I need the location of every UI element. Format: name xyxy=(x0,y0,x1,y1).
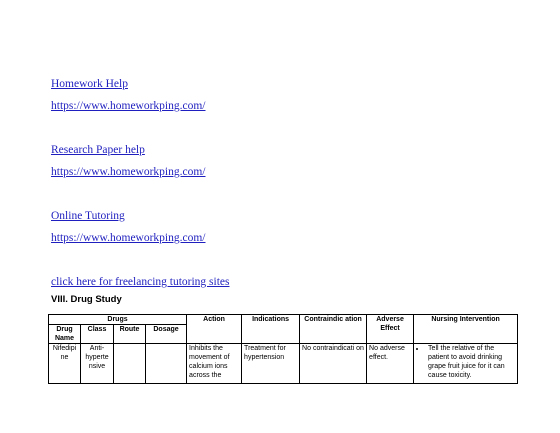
route-header: Route xyxy=(114,325,146,344)
nursing-intervention-cell xyxy=(414,344,518,384)
nursing-intervention-list xyxy=(416,344,515,380)
dosage-header: Dosage xyxy=(146,325,187,344)
online-tutoring-link[interactable]: Online Tutoring xyxy=(51,210,125,222)
action-header: Action xyxy=(187,315,242,344)
adverse-effect-header: Adverse Effect xyxy=(367,315,414,344)
table-header-row xyxy=(49,315,518,325)
class-cell: Anti-hyperte nsive xyxy=(81,344,114,384)
homework-help-url-link[interactable]: https://www.homeworkping.com/ xyxy=(51,100,206,112)
contraindications-cell: No contraindicati on xyxy=(300,344,367,384)
drug-study-table xyxy=(48,314,518,384)
indications-header: Indications xyxy=(242,315,300,344)
table-row xyxy=(49,344,518,384)
homework-help-link[interactable]: Homework Help xyxy=(51,78,128,90)
section-heading: VIII. Drug Study xyxy=(51,294,122,305)
research-paper-help-url-link[interactable]: https://www.homeworkping.com/ xyxy=(51,166,206,178)
online-tutoring-url-link[interactable]: https://www.homeworkping.com/ xyxy=(51,232,206,244)
class-header: Class xyxy=(81,325,114,344)
research-paper-help-link[interactable]: Research Paper help xyxy=(51,144,145,156)
indications-cell: Treatment for hypertension xyxy=(242,344,300,384)
drug-name-header: Drug Name xyxy=(49,325,81,344)
nursing-intervention-header: Nursing Intervention xyxy=(414,315,518,344)
route-cell xyxy=(114,344,146,384)
action-cell: Inhibits the movement of calcium ions across the xyxy=(187,344,242,384)
drug-name-cell: Nifedipi ne xyxy=(49,344,81,384)
contraindications-header: Contraindic ation xyxy=(300,315,367,344)
freelancing-tutoring-link[interactable]: click here for freelancing tutoring sites xyxy=(51,276,230,288)
dosage-cell xyxy=(146,344,187,384)
list-item: • Tell the relative of the patient to avoid drinking grape fruit juice for it can cause toxicity. xyxy=(426,344,515,380)
adverse-effect-cell: No adverse effect. xyxy=(367,344,414,384)
drugs-header: Drugs xyxy=(49,315,187,325)
